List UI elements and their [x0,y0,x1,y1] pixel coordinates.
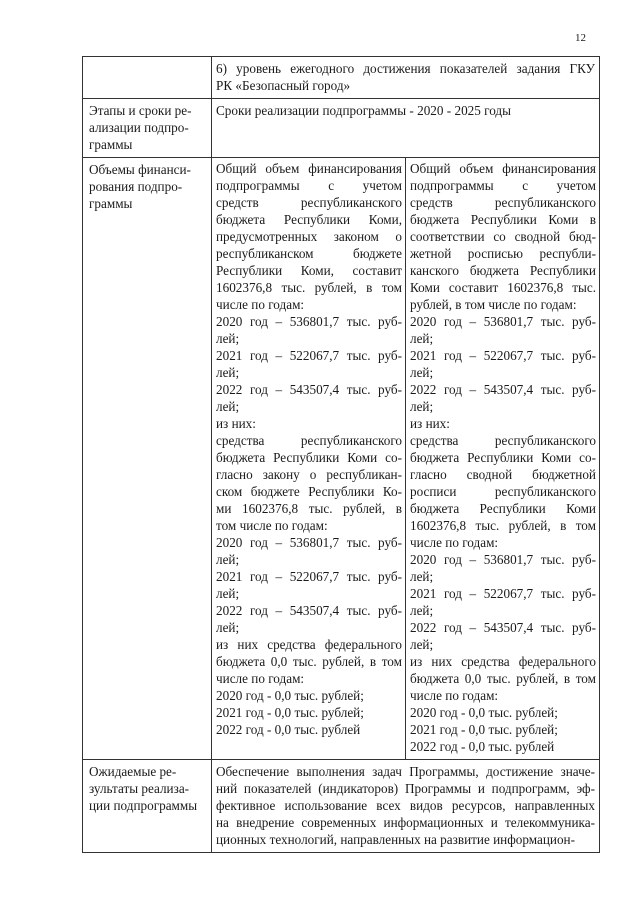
financing-label [83,158,212,760]
financing-line: лей; [216,552,240,567]
label-line: Ожидаемые ре- [89,764,177,779]
financing-line: бюджета Республики Коми со- [216,450,402,465]
label-line: граммы [89,196,133,211]
financing-line: ском бюджете Республики Ко- [216,484,402,499]
financing-line: рублей, в том числе по годам: [410,297,577,312]
financing-line: бюджета 0,0 тыс. рублей, в том [216,654,402,669]
financing-line: средства республиканского [410,433,596,448]
financing-line: средства республиканского [216,433,402,448]
financing-line: Общий объем финансирования [216,161,402,176]
financing-line: подпрограммы с учетом [410,178,596,193]
label-line: граммы [89,137,133,152]
financing-line: 1602376,8 тыс. рублей, в том [216,280,402,295]
financing-line: Коми составит 1602376,8 тыс. [410,280,596,295]
financing-line: гласно закону о республикан- [216,467,402,482]
financing-line: 2020 год - 0,0 тыс. рублей; [410,705,558,720]
financing-line: Республики Коми, составит [216,263,402,278]
financing-line: ми 1602376,8 тыс. рублей, в [216,501,402,516]
financing-line: жетной росписью республи- [410,246,596,261]
financing-line: 2021 год - 0,0 тыс. рублей; [410,722,558,737]
financing-line: 2020 год – 536801,7 тыс. руб- [410,314,596,329]
table-row-results [83,760,600,853]
financing-line: гласно сводной бюджетной [410,467,596,482]
financing-line: 2022 год - 0,0 тыс. рублей [216,722,361,737]
financing-line: лей; [410,399,434,414]
financing-line: том числе по годам: [216,518,328,533]
table-row-stages [83,99,600,158]
stages-label [83,99,212,158]
indicator-line: 6) уровень ежегодного достижения показателей задания ГКУ [216,61,595,76]
financing-line: 1602376,8 тыс. рублей, в том [410,518,596,533]
indicators-cell [212,57,600,99]
financing-line: 2020 год – 536801,7 тыс. руб- [216,314,402,329]
results-line: на внедрение современных информационных и телекоммуника- [216,815,595,830]
results-line: ционных технологий, направленных на развитие информацион- [216,832,576,847]
financing-line: лей; [216,586,240,601]
financing-columns [212,158,599,759]
results-label [83,760,212,853]
results-line: фективное использование всех видов ресурсов, направленных [216,798,595,813]
financing-line: предусмотренных законом о [216,229,402,244]
financing-line: подпрограммы с учетом [216,178,402,193]
financing-line: 2021 год – 522067,7 тыс. руб- [216,569,402,584]
results-line: Обеспечение выполнения задач Программы, достижение значе- [216,764,595,779]
passport-table [82,56,600,853]
financing-line: 2022 год – 543507,4 тыс. руб- [216,603,402,618]
financing-line: лей; [410,331,434,346]
financing-line: 2021 год – 522067,7 тыс. руб- [216,348,402,363]
results-line: ний показателей (индикаторов) Программы и подпрограмм, эф- [216,781,595,796]
financing-line: 2022 год – 543507,4 тыс. руб- [410,620,596,635]
financing-line: лей; [410,637,434,652]
label-line: рования подпро- [89,179,183,194]
financing-line: канского бюджета Республики [410,263,596,278]
financing-line: бюджета Республики Коми, [216,212,402,227]
financing-line: 2020 год – 536801,7 тыс. руб- [216,535,402,550]
label-line: Этапы и сроки ре- [89,103,192,118]
financing-right-column [406,158,600,759]
financing-line: бюджета 0,0 тыс. рублей, в том [410,671,596,686]
financing-line: бюджета Республики Коми [410,501,596,516]
financing-line: лей; [410,365,434,380]
financing-line: соответствии со сводной бюд- [410,229,596,244]
financing-line: 2020 год - 0,0 тыс. рублей; [216,688,364,703]
results-text [212,760,600,853]
financing-line: 2022 год – 543507,4 тыс. руб- [216,382,402,397]
financing-line: 2022 год - 0,0 тыс. рублей [410,739,555,754]
financing-line: средств республиканского [410,195,596,210]
label-line: зультаты реализа- [89,781,190,796]
financing-cell [212,158,600,760]
financing-line: 2020 год – 536801,7 тыс. руб- [410,552,596,567]
stages-text: Сроки реализации подпрограммы - 2020 - 2025 годы [212,99,600,158]
financing-line: лей; [216,620,240,635]
label-cell-empty [83,57,212,99]
page-number: 12 [575,32,586,44]
financing-line: числе по годам: [410,688,499,703]
financing-line: 2022 год – 543507,4 тыс. руб- [410,382,596,397]
financing-line: из них: [216,416,256,431]
financing-line: лей; [410,603,434,618]
financing-line: 2021 год – 522067,7 тыс. руб- [410,586,596,601]
financing-line: Общий объем финансирования [410,161,596,176]
label-line: ции подпрограммы [89,798,198,813]
financing-line: республиканском бюджете [216,246,402,261]
financing-line: из них средства федерального [216,637,402,652]
indicator-line: РК «Безопасный город» [216,78,351,93]
financing-left-column [212,158,406,759]
financing-line: росписи республиканского [410,484,596,499]
financing-line: лей; [216,331,240,346]
table-row-indicators [83,57,600,99]
financing-line: бюджета Республики Коми в [410,212,596,227]
financing-line: лей; [216,365,240,380]
financing-line: бюджета Республики Коми со- [410,450,596,465]
label-line: ализации подпро- [89,120,189,135]
financing-line: числе по годам: [410,535,499,550]
financing-line: числе по годам: [216,671,305,686]
financing-line: 2021 год – 522067,7 тыс. руб- [410,348,596,363]
financing-line: лей; [216,399,240,414]
financing-line: из них средства федерального [410,654,596,669]
financing-line: 2021 год - 0,0 тыс. рублей; [216,705,364,720]
table-row-financing [83,158,600,760]
label-line: Объемы финанси- [89,162,191,177]
financing-line: числе по годам: [216,297,305,312]
financing-line: из них: [410,416,450,431]
financing-line: лей; [410,569,434,584]
financing-line: средств республиканского [216,195,402,210]
